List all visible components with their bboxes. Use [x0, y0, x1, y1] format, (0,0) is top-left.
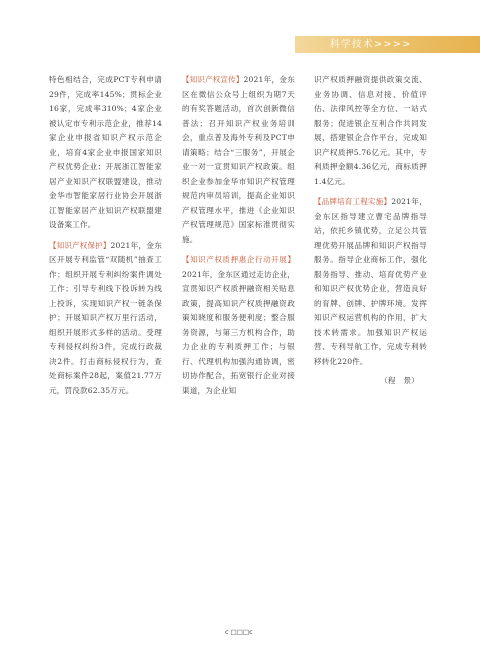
paragraph-heading: 【知识产权保护】	[49, 240, 111, 250]
paragraph-heading: 【知识产权宣传】	[182, 75, 244, 84]
paragraph-text: 2021年，金东区在微信公众号上组织为期7天的有奖答题活动，首次创新微信普法；召开知识产权业务培训会，重点普及海外专利及PCT申请策略；结合“三服务”，开展企业一对一宣贯知识产权政策。组织企业参加金华市知识产权管理规范内审员培训，提高企业知识产权管理水平，推进《企业知识产权管理规范》国家标准贯彻实施。	[182, 75, 296, 244]
section-title: 科学技术>>>>	[330, 39, 412, 50]
paragraph-text: 特色相结合，完成PCT专利申请29件，完成率145%；贯标企业16家，完成率310%；4家企业被认定市专利示范企业，推荐14家企业申报省知识产权示范企业，培育4家企业申报国家知识产权优势企业；开展浙江智能家居产业知识产权联盟建设，推动金华市智能家居行业协会开展浙江智能家居产业知识产权联盟建设备案工作。	[49, 75, 162, 229]
paragraph-heading: 【品牌培育工程实施】	[314, 197, 392, 206]
paragraph	[314, 73, 427, 189]
paragraph-text: 2021年，金东区开展专利监管“双随机”抽查工作；组织开展专利纠纷案件调处工作；引导专利线下投诉转为线上投诉，实现知识产权一链条保护；开展知识产权万里行活动，组织开展形式多样的活动。受理专利侵权纠纷3件，完成行政裁决2件。打击商标侵权行为，查处商标案件28起，案值21.77万元，罚没款62.35万元。	[49, 240, 163, 395]
page-folio: c □□□c	[225, 628, 253, 636]
paragraph-text: 2021年，金东区指导建立曹宅品牌指导站，依托乡镇优势，立足公共管理优势开展品牌和知识产权指导服务。指导企业商标工作，强化服务指导、推动、培育优势产业和知识产权优势企业，营造良好的育牌、创牌、护牌环境。发挥知识产权运营机构的作用，扩大技术转需求。加强知识产权运营、专利导航工作，完成专利转移转化220件。	[314, 197, 427, 366]
author-signature: （程 景）	[380, 376, 419, 385]
paragraph	[182, 73, 295, 247]
text-column-3	[314, 73, 427, 389]
text-column-2	[182, 73, 295, 398]
paragraph-heading: 【知识产权质押惠企行动开展】	[182, 255, 295, 264]
paragraph-text: 2021年，金东区通过走访企业，宣贯知识产权质押融资相关贴息政策，提高知识产权质押融资政策知晓度和服务便利度；整合服务资源，与第三方机构合作，助力企业的专利质押工作；与银行、代理机构加强沟通协调，密切协作配合，拓宽银行企业对接渠道，为企业知	[182, 269, 295, 395]
text-column-1	[49, 73, 162, 398]
paragraph	[49, 73, 162, 233]
paragraph	[182, 253, 295, 398]
paragraph	[314, 195, 427, 369]
paragraph	[49, 239, 162, 399]
paragraph-text: 识产权质押融资提供政策交流、业务协调、信息对接、价值评估、法律风控等全方位、一站式服务；促进银企互利合作共同发展，搭建银企合作平台，完成知识产权质押5.76亿元。其中，专利质押金额4.36亿元，商标质押1.4亿元。	[314, 75, 427, 186]
